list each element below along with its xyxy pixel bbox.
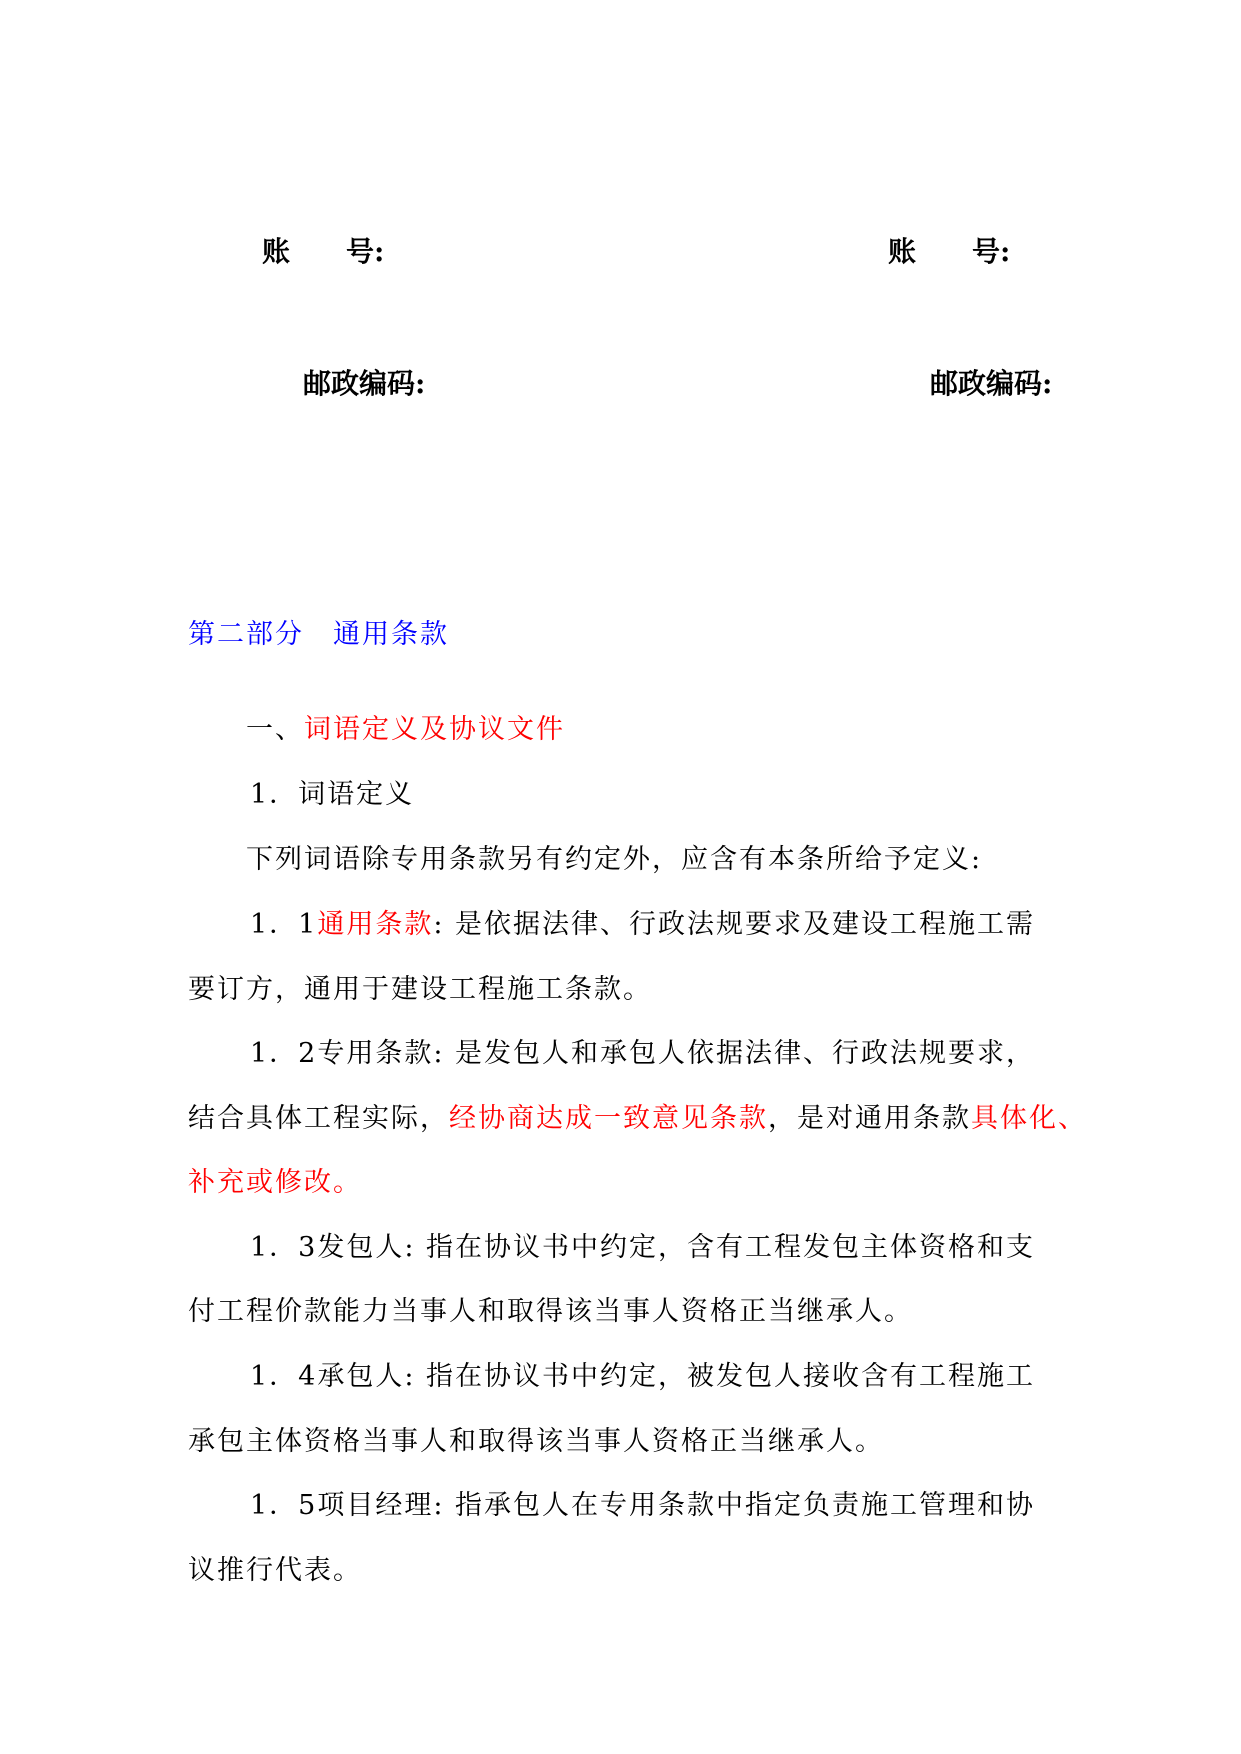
clause-1-3-number: 1．3 (250, 1232, 318, 1263)
clause-1-2-text-2a: 结合具体工程实际， (188, 1103, 449, 1134)
clause-1-2-line-1 (250, 1031, 1035, 1070)
heading-text: 词语定义及协议文件 (304, 714, 565, 745)
clause-1-1-line-2: 要订方，通用于建设工程施工条款。 (188, 974, 652, 1005)
right-account-label (888, 230, 1010, 270)
clause-1-5-line-1 (250, 1483, 1035, 1522)
clause-1-5-text: 项目经理: 指承包人在专用条款中指定负责施工管理和协 (317, 1490, 1036, 1521)
right-account-char-2: 号: (972, 235, 1011, 268)
clause-1-1-term: 通用条款 (317, 909, 434, 940)
clause-1-2-text: 专用条款: 是发包人和承包人依据法律、行政法规要求， (317, 1038, 1036, 1069)
intro-text: 下列词语除专用条款另有约定外，应含有本条所给予定义: (246, 844, 983, 875)
clause-1-4-number: 1．4 (250, 1361, 318, 1392)
left-account-label (262, 230, 384, 270)
section-heading (246, 707, 565, 746)
left-account-char-1: 账 (262, 235, 291, 268)
clause-1-1-number: 1．1 (250, 909, 318, 940)
clause-1-1-line-1 (250, 902, 1035, 941)
clause-1-2-text-2c: ，是对通用条款 (768, 1103, 971, 1134)
heading-prefix: 一、 (246, 714, 304, 745)
clause-1-4-line-2: 承包主体资格当事人和取得该当事人资格正当继承人。 (188, 1426, 884, 1457)
clause-1-3-text: 发包人: 指在协议书中约定，含有工程发包主体资格和支 (317, 1232, 1036, 1263)
right-postcode-label: 邮政编码: (930, 367, 1053, 400)
right-account-char-1: 账 (888, 235, 917, 268)
clause-1-1-text: : 是依据法律、行政法规要求及建设工程施工需 (433, 909, 1036, 940)
clause-1-2-highlight-1: 经协商达成一致意见条款 (449, 1103, 768, 1134)
left-account-char-2: 号: (346, 235, 385, 268)
clause-1-2-line-2 (188, 1096, 1087, 1135)
clause-1-2-highlight-2: 具体化、 (971, 1103, 1087, 1134)
clause-1-3-line-2: 付工程价款能力当事人和取得该当事人资格正当继承人。 (188, 1296, 913, 1327)
clause-1-2-line-3: 补充或修改。 (188, 1167, 362, 1198)
clause-1-4-line-1 (250, 1354, 1035, 1393)
clause-1-5-line-2: 议推行代表。 (188, 1555, 362, 1586)
clause-1-5-number: 1．5 (250, 1490, 318, 1521)
clause-1-2-number: 1．2 (250, 1038, 318, 1069)
section-title: 第二部分 通用条款 (188, 619, 449, 650)
clause-1-4-text: 承包人: 指在协议书中约定，被发包人接收含有工程施工 (317, 1361, 1036, 1392)
clause-1-3-line-1 (250, 1225, 1035, 1264)
clause-1-title: 1．词语定义 (250, 779, 415, 810)
left-postcode-label: 邮政编码: (303, 367, 426, 400)
